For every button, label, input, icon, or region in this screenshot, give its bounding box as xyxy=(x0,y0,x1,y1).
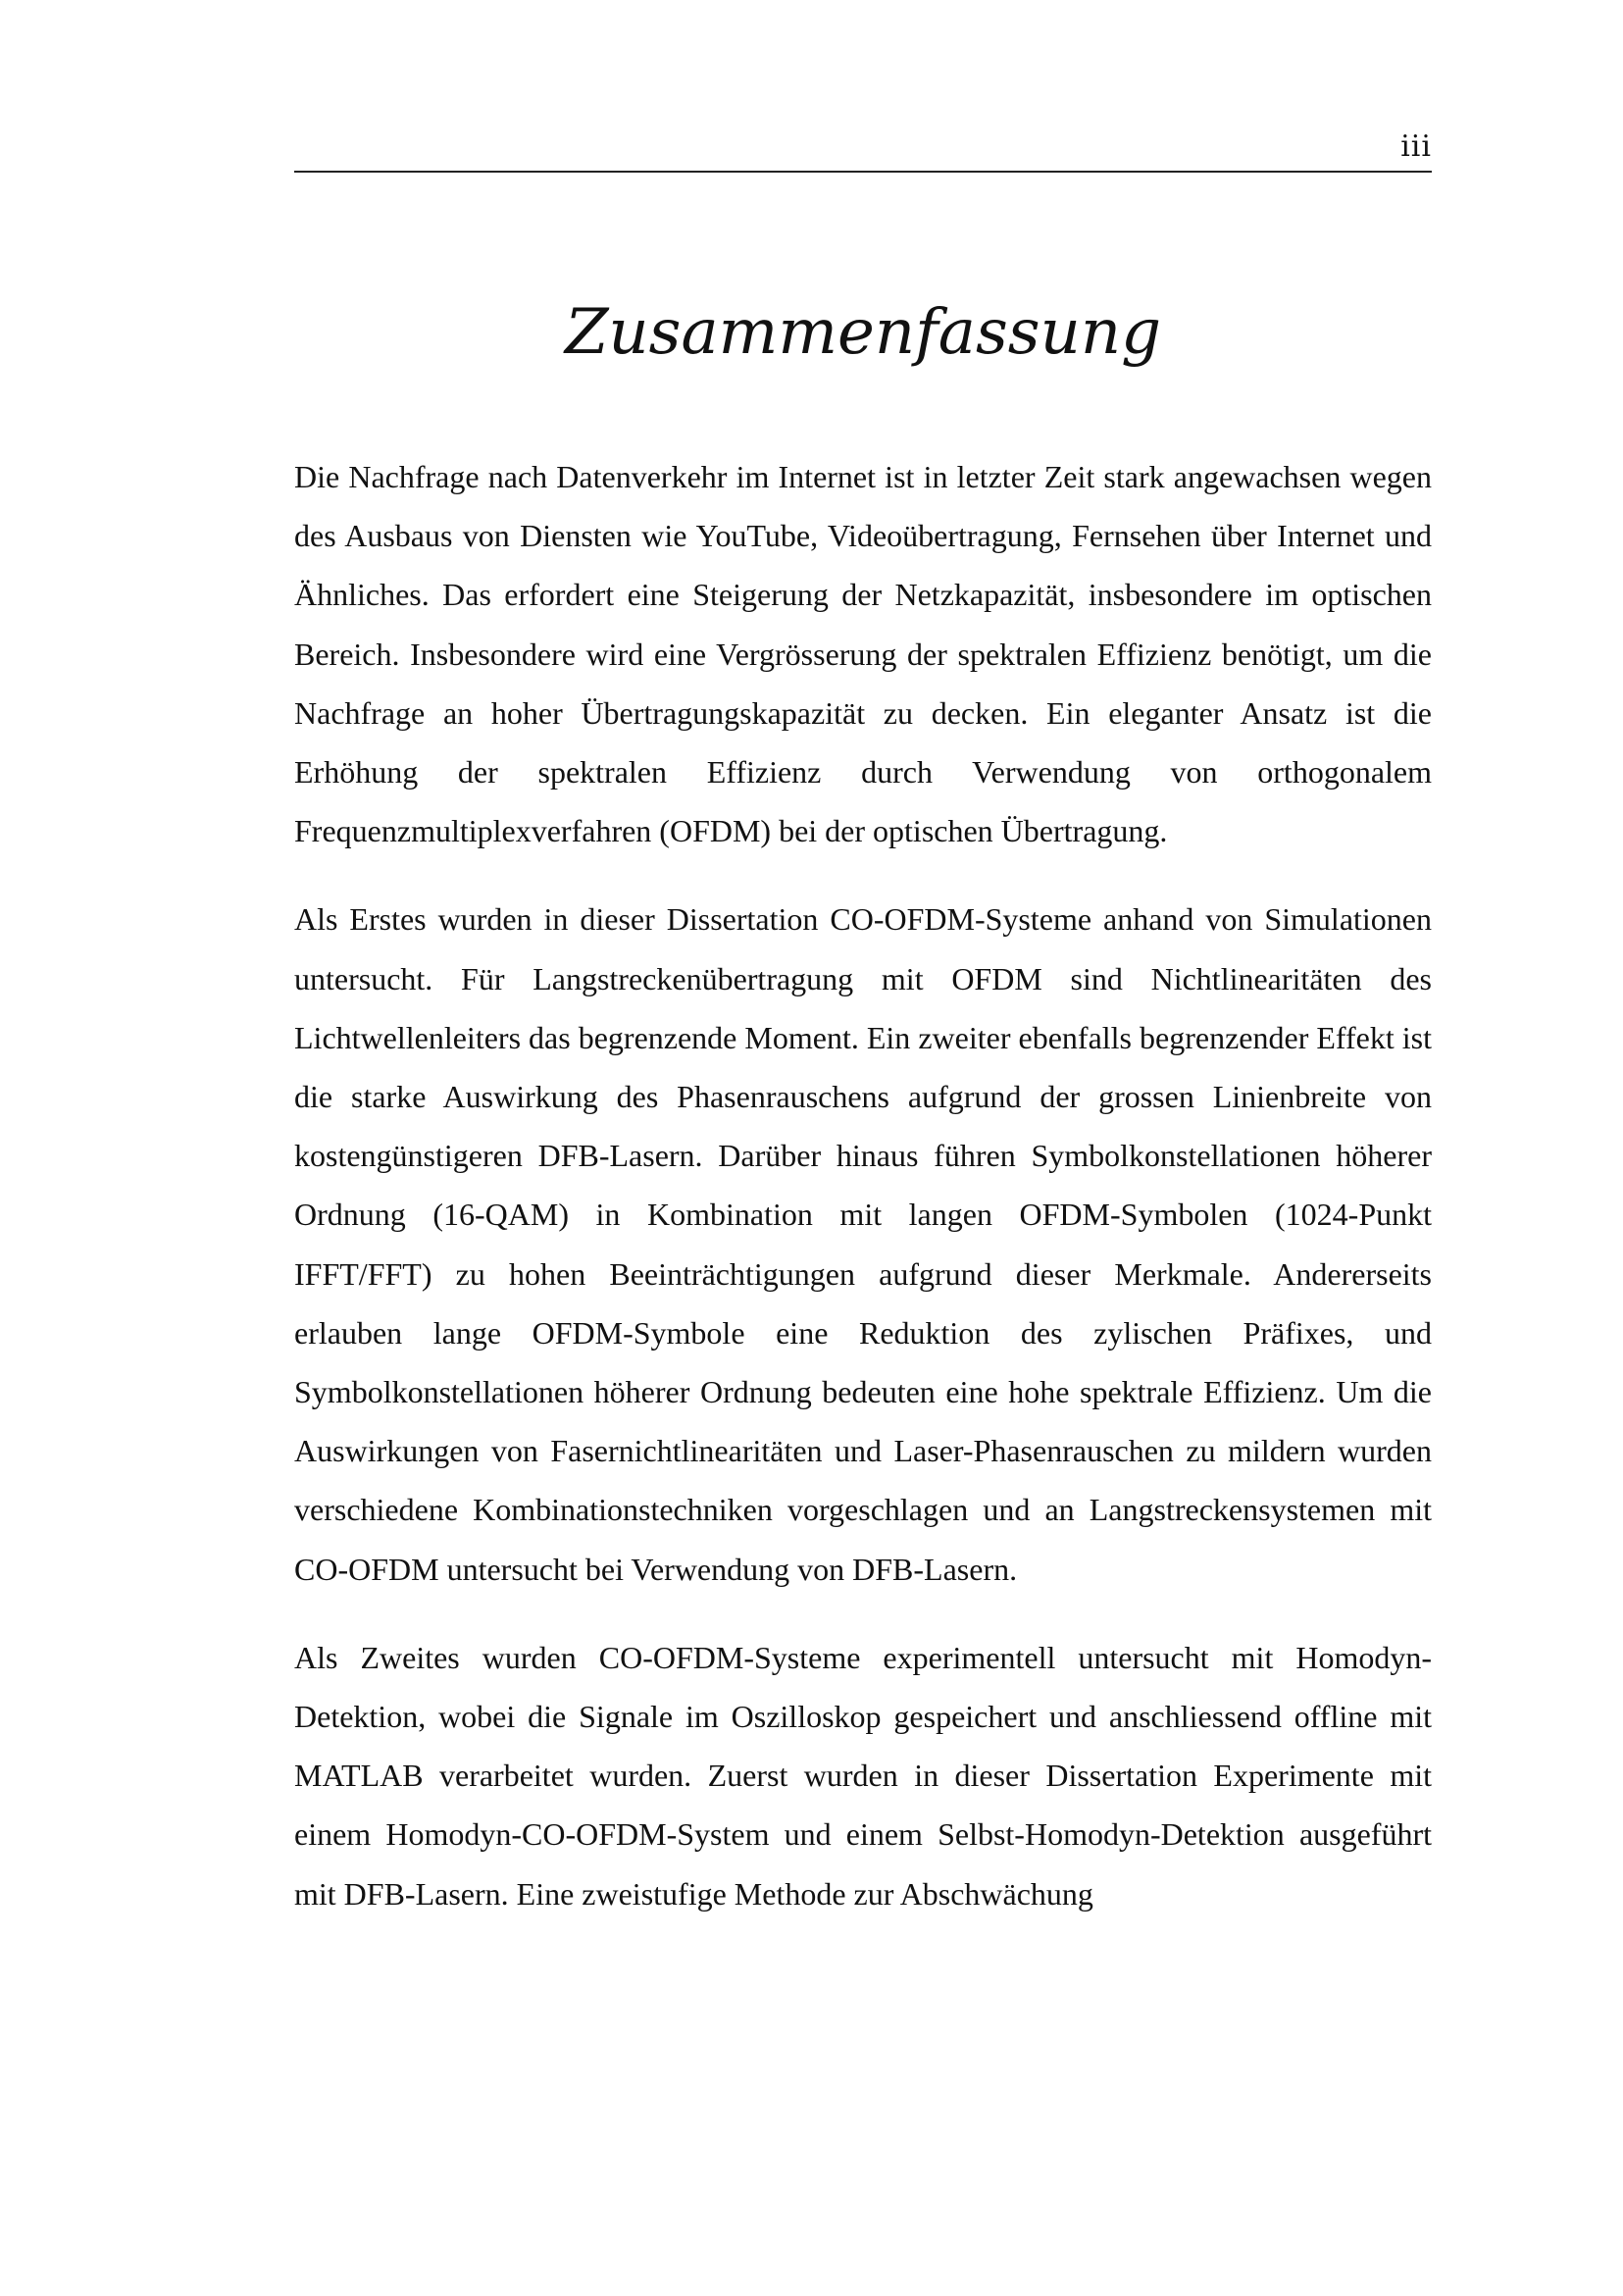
paragraph-3: Als Zweites wurden CO-OFDM-Systeme experimentell untersucht mit Homodyn-Detektion, wobei die Signale im Oszilloskop gespeichert und anschliessend offline mit MATLAB verarbeitet wurden. Zuerst wurden in dieser Dissertation Experimente mit einem Homodyn-CO-OFDM-System und einem Selbst-Homodyn-Detektion ausgeführt mit DFB-Lasern. Eine zweistufige Methode zur Abschwächung xyxy=(294,1639,1432,1912)
page-number: iii xyxy=(1400,129,1432,164)
paragraph-2: Als Erstes wurden in dieser Dissertation CO-OFDM-Systeme anhand von Simulationen untersucht. Für Langstreckenübertragung mit OFDM sind Nichtlinearitäten des Lichtwellenleiters das begrenzende Moment. Ein zweiter ebenfalls begrenzender Effekt ist die starke Auswirkung des Phasenrauschens aufgrund der grossen Linienbreite von kostengünstigeren DFB-Lasern. Darüber hinaus führen Symbolkonstellationen höherer Ordnung (16-QAM) in Kombination mit langen OFDM-Symbolen (1024-Punkt IFFT/FFT) zu hohen Beeinträchtigungen aufgrund dieser Merkmale. Andererseits erlauben lange OFDM-Symbole eine Reduktion des zylischen Präfixes, und Symbolkonstellationen höherer Ordnung bedeuten eine hohe spektrale Effizienz. Um die Auswirkungen von Fasernichtlinearitäten und Laser-Phasenrauschen zu mildern wurden verschiedene Kombinationstechniken vorgeschlagen und an Langstreckensystemen mit CO-OFDM untersucht bei Verwendung von DFB-Lasern. xyxy=(294,901,1432,1587)
page-title: Zusammenfassung xyxy=(564,296,1162,369)
abstract-body xyxy=(294,447,1432,1923)
paragraph-1: Die Nachfrage nach Datenverkehr im Internet ist in letzter Zeit stark angewachsen wegen des Ausbaus von Diensten wie YouTube, Videoübertragung, Fernsehen über Internet und Ähnliches. Das erfordert eine Steigerung der Netzkapazität, insbesondere im optischen Bereich. Insbesondere wird eine Vergrösserung der spektralen Effizienz benötigt, um die Nachfrage an hoher Übertragungskapazität zu decken. Ein eleganter Ansatz ist die Erhöhung der spektralen Effizienz durch Verwendung von orthogonalem Frequenzmultiplexverfahren (OFDM) bei der optischen Übertragung. xyxy=(294,459,1432,849)
header-rule xyxy=(294,171,1432,173)
